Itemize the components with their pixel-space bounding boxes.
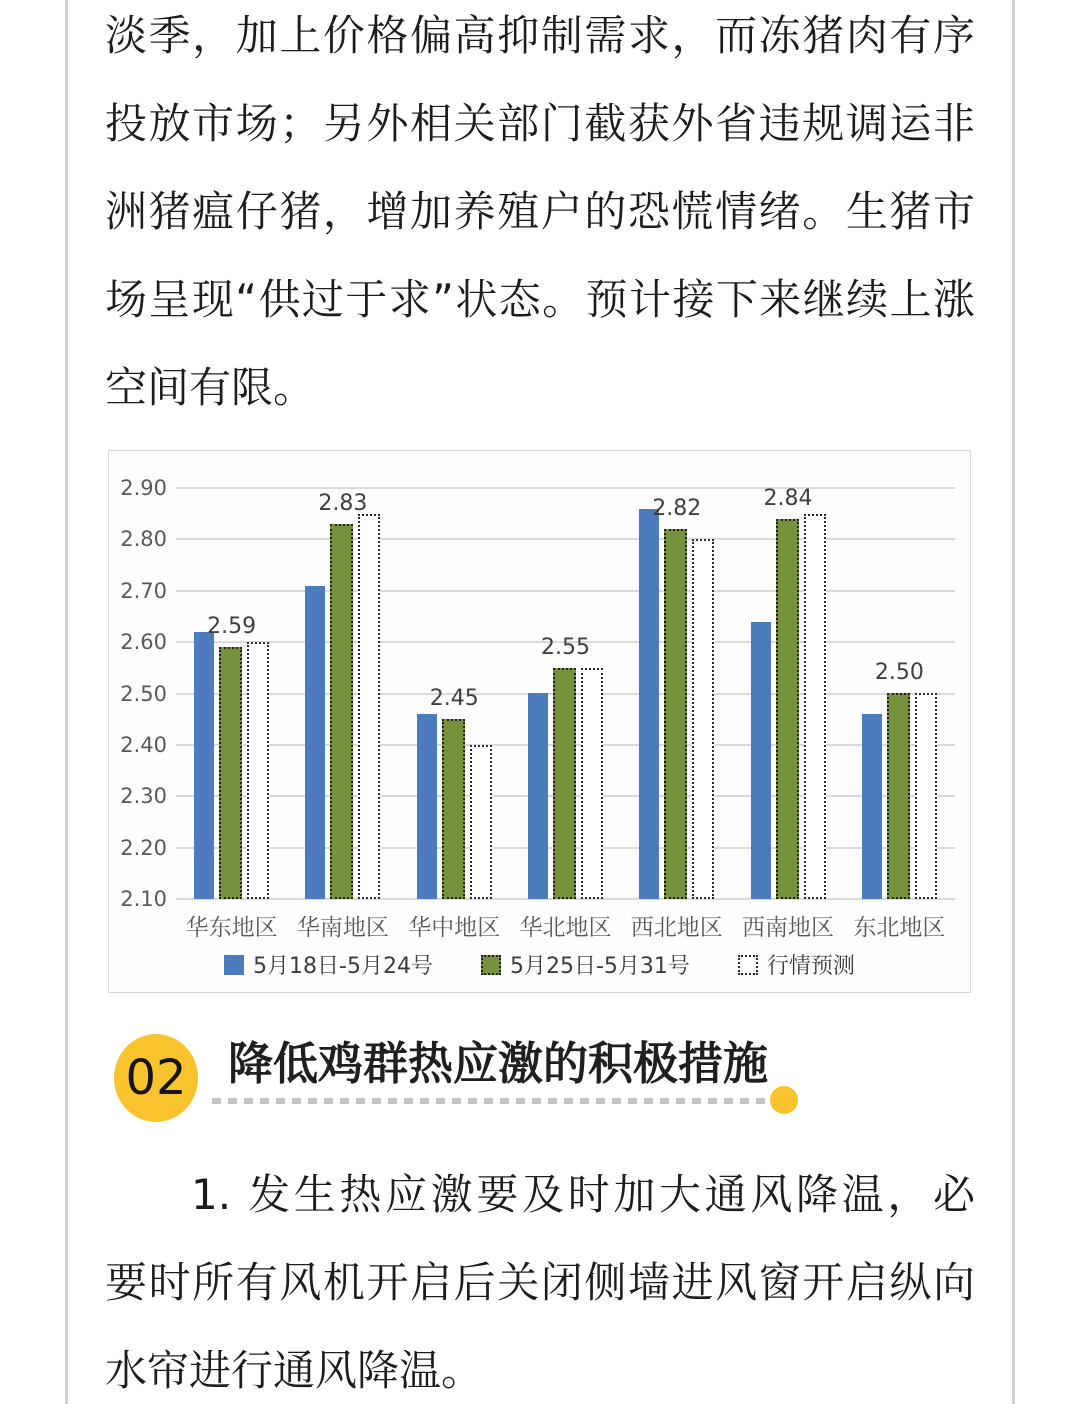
x-axis-category-label: 华中地区 (408, 915, 501, 941)
paragraph-line: 空间有限。 (105, 363, 316, 412)
paragraph-line: 洲猪瘟仔猪，增加养殖户的恐慌情绪。生猪市 (105, 187, 975, 236)
bar-value-label: 2.82 (652, 496, 702, 521)
bar (887, 693, 910, 899)
left-column-rule (65, 0, 68, 1404)
bar (528, 693, 548, 899)
x-axis-labels (176, 909, 955, 942)
paragraph-line: 要时所有风机开启后关闭侧墙进风窗开启纵向 (105, 1258, 975, 1307)
y-axis-tick-label: 2.40 (120, 732, 167, 757)
legend-label: 5月18日-5月24号 (253, 954, 433, 979)
bar (247, 642, 269, 899)
bar (442, 719, 465, 899)
bars-row (176, 488, 955, 899)
bar (194, 632, 214, 899)
bar (776, 519, 799, 899)
y-axis-tick-label: 2.60 (120, 630, 167, 655)
y-axis-tick-label: 2.70 (120, 578, 167, 603)
section-number: 02 (125, 1050, 187, 1106)
paragraph-heat-stress-measures (105, 1151, 975, 1404)
paragraph-market-analysis (105, 0, 975, 432)
divider-end-dot (770, 1086, 798, 1114)
bar-group (844, 488, 955, 899)
bar (915, 693, 937, 899)
legend-label: 5月25日-5月31号 (509, 954, 690, 979)
bar (553, 668, 576, 899)
x-axis-category-label: 华东地区 (185, 915, 278, 941)
bar (417, 714, 437, 899)
paragraph-line: 场呈现“供过于求”状态。预计接下来继续上涨 (105, 275, 975, 324)
bar (305, 586, 325, 899)
section-divider-dotted-line (212, 1098, 772, 1104)
bar-group (399, 488, 510, 899)
chart-legend (109, 949, 970, 980)
bar-value-label: 2.55 (540, 635, 590, 660)
bar-group (621, 488, 732, 899)
chart-plot-area (176, 488, 955, 899)
bar (358, 514, 380, 899)
section-number-badge (114, 1034, 198, 1122)
x-axis-category-label: 西南地区 (742, 915, 835, 941)
right-column-rule (1012, 0, 1015, 1404)
section-title: 降低鸡群热应激的积极措施 (228, 1037, 769, 1090)
x-axis-category-label: 西北地区 (630, 915, 723, 941)
x-axis-category-label: 华南地区 (296, 915, 389, 941)
legend-item (481, 949, 690, 980)
y-axis-tick-label: 2.10 (120, 887, 167, 911)
bar-group (176, 488, 287, 899)
bar-value-label: 2.50 (874, 660, 924, 685)
y-axis-tick-label: 2.90 (120, 476, 167, 500)
bar-group (287, 488, 398, 899)
bar (804, 514, 826, 899)
pig-price-bar-chart (108, 450, 971, 993)
paragraph-line: 淡季，加上价格偏高抑制需求，而冻猪肉有序 (105, 11, 975, 60)
bar (219, 647, 242, 899)
bar (692, 539, 714, 899)
x-axis-category-label: 华北地区 (519, 915, 612, 941)
x-axis-category-label: 东北地区 (853, 915, 946, 941)
legend-swatch-icon (224, 955, 244, 975)
y-axis-tick-label: 2.30 (120, 784, 167, 809)
bar-group (510, 488, 621, 899)
y-axis-tick-label: 2.50 (120, 681, 167, 706)
bar (330, 524, 353, 899)
paragraph-line: 1. 发生热应激要及时加大通风降温，必 (191, 1170, 975, 1219)
bar-value-label: 2.45 (429, 686, 479, 711)
bar (664, 529, 687, 899)
legend-item (224, 949, 433, 980)
bar (470, 745, 492, 899)
y-axis-tick-label: 2.80 (120, 527, 167, 552)
bar (639, 509, 659, 899)
legend-swatch-icon (738, 955, 758, 975)
bar (751, 622, 771, 899)
bar (862, 714, 882, 899)
bar-value-label: 2.59 (207, 614, 257, 639)
legend-label: 行情预测 (766, 954, 855, 979)
bar-group (732, 488, 843, 899)
bar-value-label: 2.84 (763, 486, 813, 511)
paragraph-line: 投放市场；另外相关部门截获外省违规调运非 (105, 99, 975, 148)
bar (581, 668, 603, 899)
paragraph-line: 水帘进行通风降温。 (105, 1346, 484, 1395)
legend-swatch-icon (481, 955, 501, 975)
y-axis-tick-label: 2.20 (120, 835, 167, 860)
bar-value-label: 2.83 (318, 491, 368, 516)
legend-item (738, 949, 855, 980)
